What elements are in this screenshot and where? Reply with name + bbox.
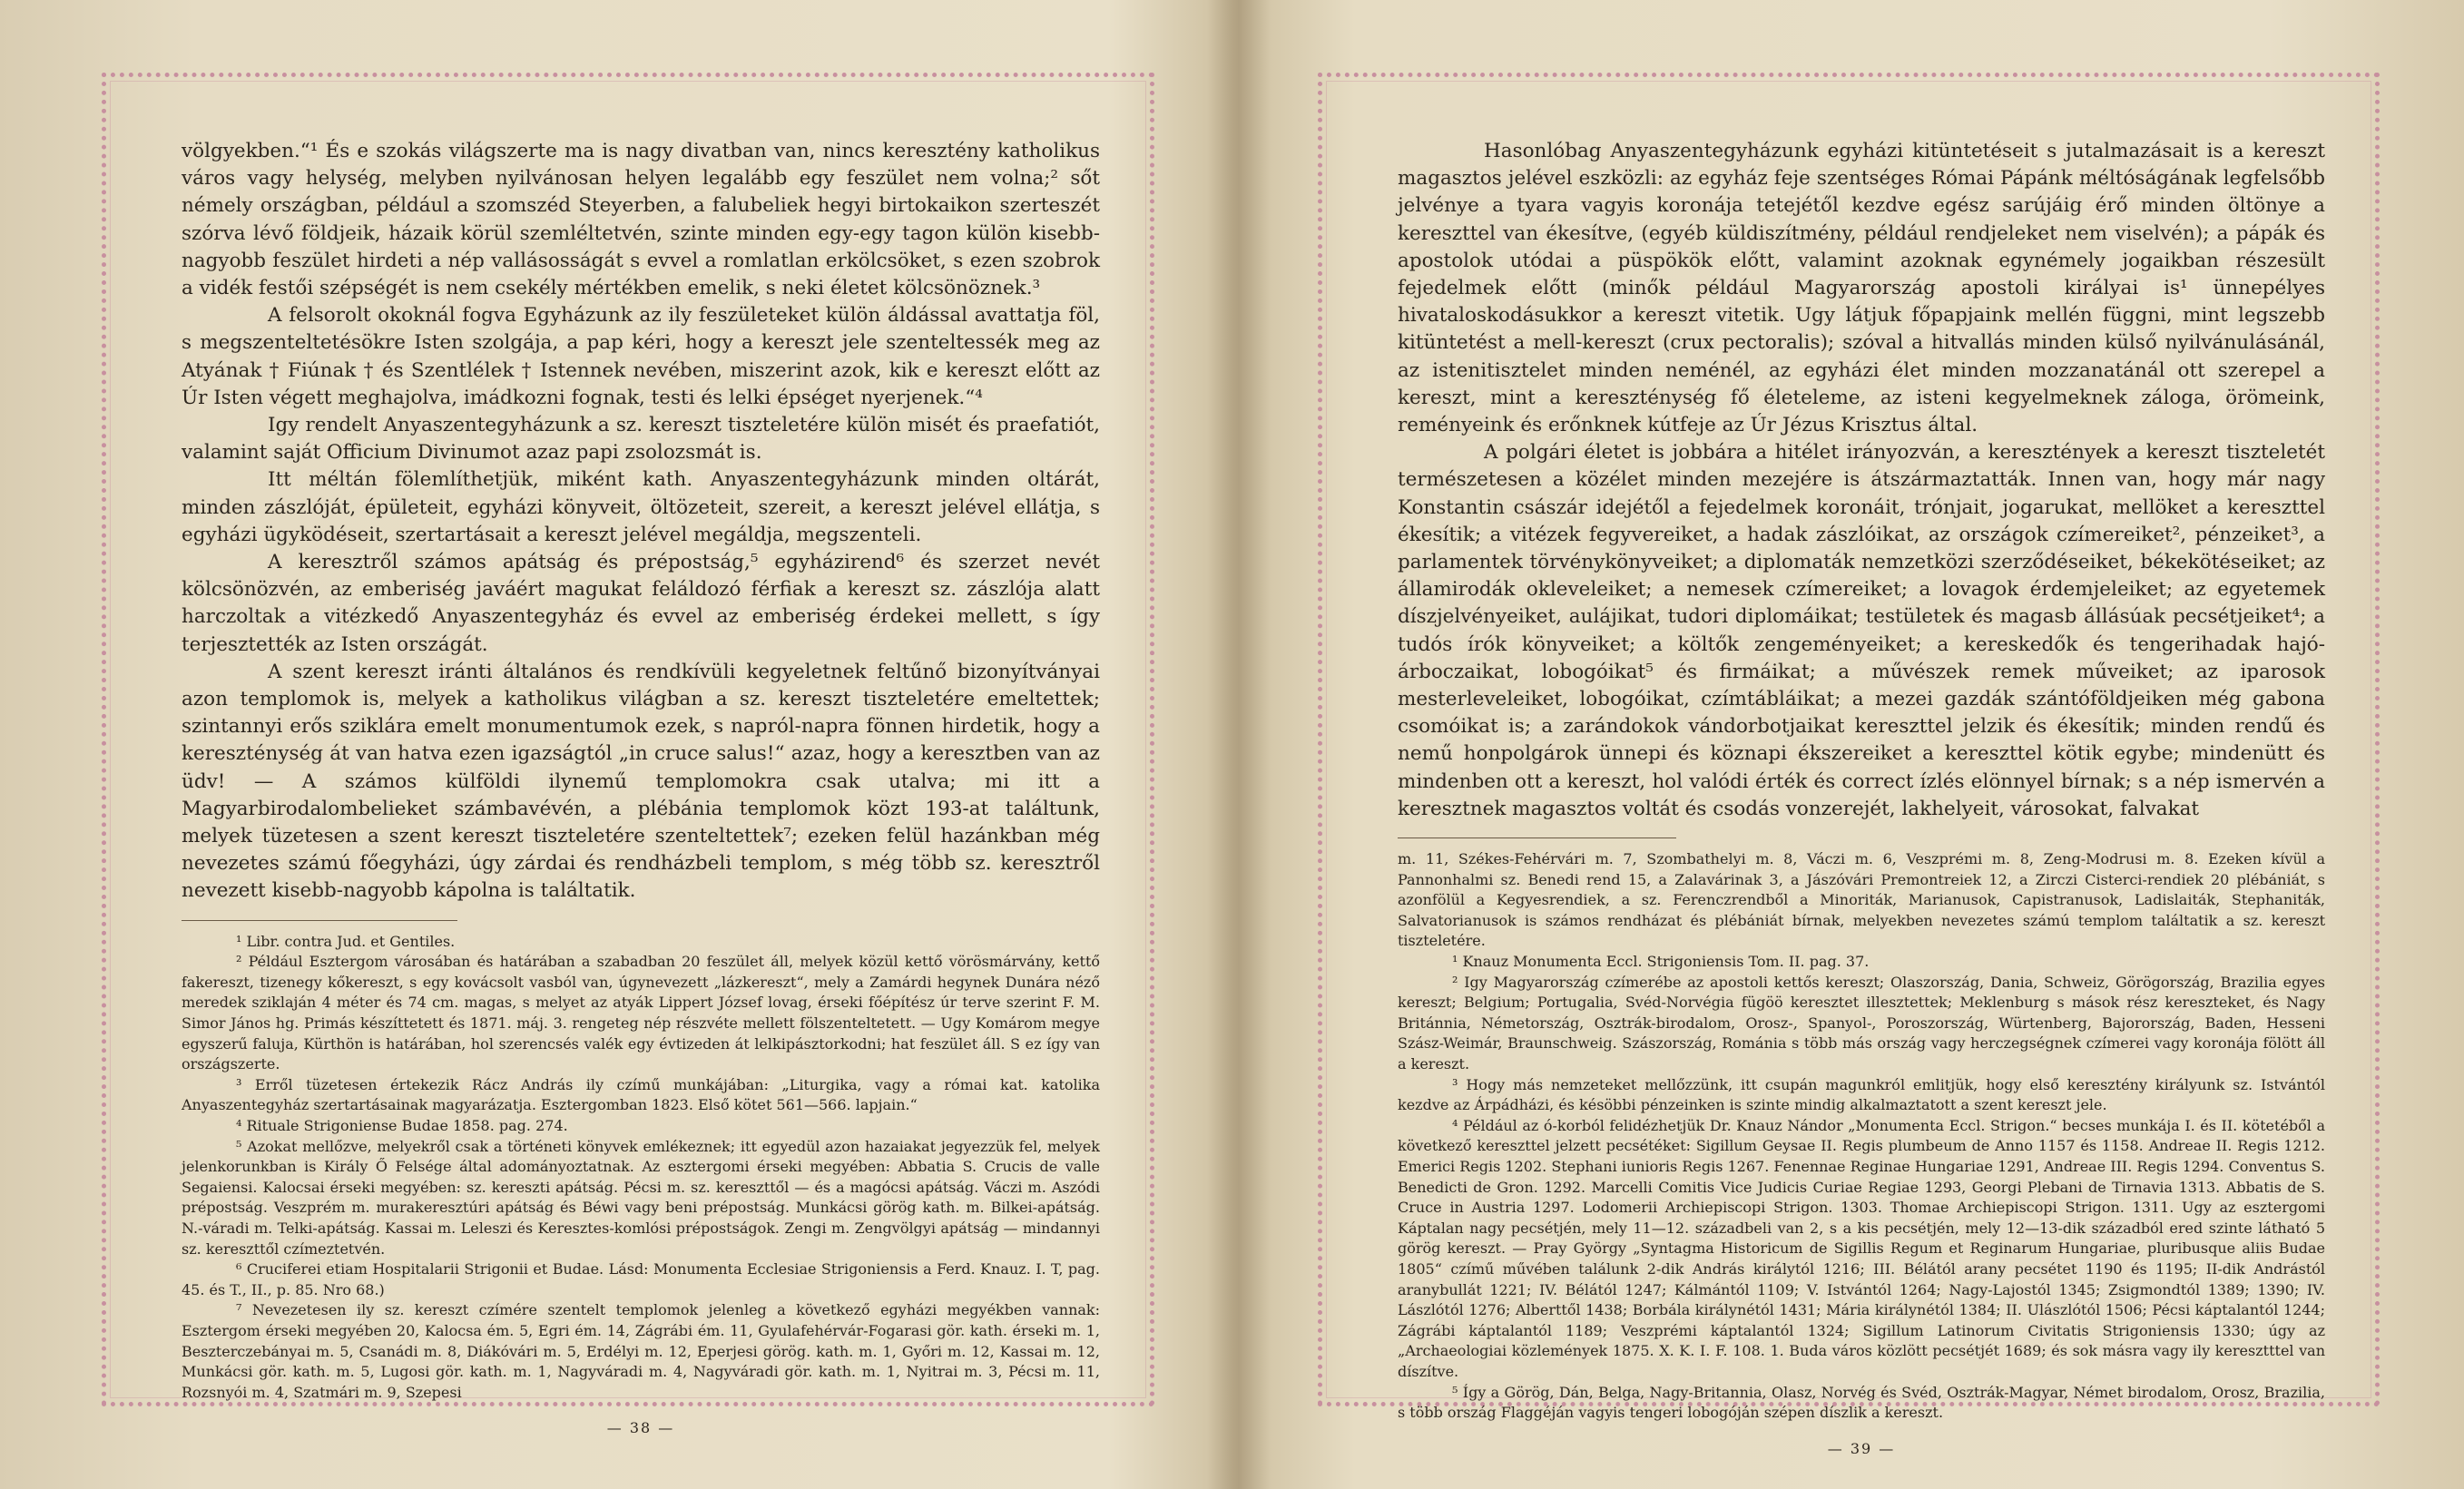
paragraph: A felsorolt okoknál fogva Egyházunk az ily feszületeket külön áldással avattatja föl, s megszenteltetésökre Isten szolgája, a pap kéri, hogy a kereszt jele szenteltessék meg az Atyának † Fiúnak † és Szentlélek † Istennek nevében, miszerint azok, kik e kereszt előtt az Úr Isten végett meghajolva, imádkozni fognak, testi és lelki épséget nyerjenek.“⁴ (182, 304, 1100, 409)
right-page (1318, 73, 2380, 1457)
footnote: m. 11, Székes-Fehérvári m. 7, Szombathelyi m. 8, Váczi m. 6, Veszprémi m. 8, Zeng-Modrusi m. 8. Ezeken kívül a Pannonhalmi sz. Benedi rend 15, a Zalavárinak 3, a Jászóvári Premontreiek 12, a Zirczi Cisterci-rendiek 20 plébániát, s azonfölül a Kegyesrendiek, a sz. Ferenczrendből a Minoriták, Marianusok, Capistranusok, Ladislaiták, Stephaniták, Salvatorianusok is számos rendházat és plébániát bírnak, melyekben nevezetes számú templom találtatik a sz. kereszt tiszteletére. (1398, 850, 2325, 950)
right-page-content (1398, 138, 2325, 1457)
footnote: ² Például Esztergom városában és határában a szabadban 20 feszület áll, melyek közül kettő vörösmárvány, kettő fakereszt, tizenegy kőkereszt, s egy kovácsolt vasból van, úgynevezett „lázkereszt“, mely a Zamárdi hegynek Dunára néző meredek sziklaján 4 méter és 74 cm. magas, s melyet az atyák Lippert József lovag, érseki főépítész úr terve szerint F. M. Simor János hg. Primás készíttetett és 1871. máj. 3. rengeteg nép részvéte mellett fölszenteltetett. — Ugy Komárom megye egyszerű faluja, Kürthön is határában, hol szerencsés valék egy évtizeden át lelkipásztorkodni; hat feszület áll. S ez így van országszerte. (182, 953, 1100, 1073)
right-body-text (1398, 138, 2325, 823)
left-footnotes (182, 932, 1100, 1404)
paragraph: Itt méltán fölemlíthetjük, miként kath. Anyaszentegyházunk minden oltárát, minden zászlóját, épületeit, egyházi könyveit, öltözeteit, szereit, a kereszt jelével ellátja, s egyházi ügyködéseit, szertartásait a kereszt jelével megáldja, megszenteli. (182, 468, 1100, 546)
paragraph: A szent kereszt iránti általános és rendkívüli kegyeletnek feltűnő bizonyítványai azon templomok is, melyek a katholikus világban a sz. kereszt tiszteletére emeltettek; szintannyi erős sziklára emelt monumentumok ezek, s napról-napra fönnen hirdetik, hogy a kereszténység át van hatva ezen igazságtól „in cruce salus!“ azaz, hogy a keresztben van az üdv! — A számos külföldi ilynemű templomokra csak utalva; mi itt a Magyarbirodalombelieket számbavévén, a plébánia templomok közt 193-at találtunk, melyek tüzetesen a szent kereszt tiszteletére szenteltettek⁷; ezeken felül hazánkban még nevezetes számú főegyházi, úgy zárdai és rendházbeli templom, s még több sz. keresztről nevezett kisebb-nagyobb kápolna is találtatik. (182, 660, 1100, 903)
paragraph: A polgári életet is jobbára a hitélet irányozván, a keresztények a kereszt tiszteletét természetesen a közélet minden mezejére is átszármaztatták. Innen van, hogy már nagy Konstantin császár idejétől a fejedelmek koronáit, trónjait, jogarukat, mellöket a kereszttel ékesítik; a vitézek fegyvereiket, a hadak zászlóikat, az országok czímereiket², pénzeiket³, a parlamentek törvénykönyveiket; a diplomaták nemzetközi szerződéseiket, békekötéseiket; az államirodák okleveleiket; a nemesek czímereiket; a lovagok érdemjeleiket; az egyetemek díszjelvényeiket, aulájikat, tudori diplomáikat; testületek és magasb állásúak pecsétjeiket⁴; a tudós írók könyveiket; a költők zengeményeiket; a kereskedők és tengerihadak hajó-árboczaikat, lobogóikat⁵ és firmáikat; a művészek remek műveiket; az iparosok mesterleveleiket, lobogóikat, czímtábláikat; a mezei gazdák szántóföldjeiken még gabona csomóikat is; a zarándokok vándorbotjaikat kereszttel jelzik és ékesítik; minden rendű és nemű honpolgárok ünnepi és köznapi ékszereiket a kereszttel kötik egybe; mindenütt és mindenben ott a kereszt, hol valódi érték és correct ízlés elönnyel bírnak; s a nép ismervén a keresztnek magasztos voltát és csodás vonzerejét, lakhelyeit, városokat, falvakat (1398, 441, 2325, 820)
right-footnotes (1398, 849, 2325, 1424)
footnote: ⁵ Azokat mellőzve, melyekről csak a történeti könyvek emlékeznek; itt egyedül azon hazaiakat jegyezzük fel, melyek jelenkorunkban is Király Ő Felsége által adományoztatnak. Az esztergomi érseki megyében: Abbatia S. Crucis de valle Segaiensi. Kalocsai érseki megyében: sz. kereszti apátság. Pécsi m. sz. kereszttől — és a magócsi apátság. Váczi m. Aszódi prépostság. Veszprém m. murakeresztúri apátság és Béwi vagy beni prépostság. Munkácsi görög kath. m. Bilkei-apátság. N.-váradi m. Telki-apátság. Kassai m. Leleszi és Keresztes-komlósi prépostságok. Zengi m. Zengvölgyi apátság — mindannyi sz. kereszttől czímeztetvén. (182, 1137, 1100, 1258)
footnote: ⁴ Rituale Strigoniense Budae 1858. pag. 274. (236, 1117, 568, 1135)
left-page (102, 73, 1154, 1437)
page-number: — 38 — (606, 1419, 675, 1437)
paragraph: völgyekben.“¹ És e szokás világszerte ma is nagy divatban van, nincs keresztény katholikus város vagy helység, melyben nyilvánosan helyen legalább egy feszület nem volna;² sőt némely országban, például a szomszéd Steyerben, a falubeliek hegyi birtokaikon szerteszét szórva lévő földjeik, házaik körül szemléltetvén, szinte minden egy-egy tagon külön kisebb-nagyobb feszület hirdeti a nép vallásosságát s evvel a romlatlan erkölcsöket, s ezen szobrok a vidék festői szépségét is nem csekély mértékben emelik, s neki életet kölcsönöznek.³ (182, 140, 1100, 300)
paragraph: A keresztről számos apátság és prépostság,⁵ egyházirend⁶ és szerzet nevét kölcsönözvén, az emberiség javáért magukat feláldozó férfiak a kereszt sz. zászlója alatt harczoltak a vitézkedő Anyaszentegyház és evvel az emberiség érdekei mellett, s így terjesztették az Isten országát. (182, 551, 1100, 656)
footnote: ⁶ Cruciferei etiam Hospitalarii Strigonii et Budae. Lásd: Monumenta Ecclesiae Strigoniensis a Ferd. Knauz. I. T, pag. 45. és T., II., p. 85. Nro 68.) (182, 1260, 1100, 1298)
footnote: ² Igy Magyarország czímerébe az apostoli kettős kereszt; Olaszország, Dania, Schweiz, Görögország, Brazilia egyes kereszt; Belgium; Portugalia, Svéd-Norvégia fügöö keresztet illesztettek; Meklenburg s mások rész kereszteket, és Nagy Británnia, Németország, Osztrák-birodalom, Orosz-, Spanyol-, Poroszország, Würtenberg, Bajorország, Baden, Hesseni Szász-Weimár, Braunschweig. Szászország, Románia s több más ország vagy herczegségnek czímerei vagy koronája fölött áll a kereszt. (1398, 973, 2325, 1073)
footnote: ¹ Libr. contra Jud. et Gentiles. (236, 932, 456, 950)
left-page-content (182, 138, 1100, 1436)
footnote: ³ Hogy más nemzeteket mellőzzünk, itt csupán magunkról emlitjük, hogy első keresztény királyunk sz. Istvántól kezdve az Árpádházi, és késöbbi pénzeinken is szinte mindig alkalmaztatott a szent kereszt jele. (1398, 1075, 2325, 1114)
paragraph: Igy rendelt Anyaszentegyházunk a sz. kereszt tiszteletére külön misét és praefatiót, valamint saját Officium Divinumot azaz papi zsolozsmát is. (182, 414, 1100, 465)
page-number: — 39 — (1827, 1439, 1896, 1457)
footnote: ³ Erről tüzetesen értekezik Rácz András ily czímű munkájában: „Liturgika, vagy a római kat. katolika Anyaszentegyház szertartásainak magyarázatja. Esztergomban 1823. Első kötet 561—566. lapjain.“ (182, 1075, 1100, 1114)
left-body-text (182, 138, 1100, 906)
paragraph: Hasonlóbag Anyaszentegyházunk egyházi kitüntetéseit s jutalmazásait is a kereszt magasztos jelével eszközli: az egyház feje szentséges Római Pápánk méltóságának legfelsőbb jelvénye a tyara vagyis koronája tetejétől kezdve egész sarújáig érő minden öltönye a kereszttel van ékesítve, (egyéb küldiszítmény, például rendjeleket nem viselvén); a pápák és apostolok utódai a püspökök előtt, valamint azoknak egynémely jogaikban részesült fejedelmek előtt (minők például Magyarország apostoli királyai is¹ ünnepélyes hivataloskodásukkor a kereszt vitetik. Ugy látjuk főpapjaink mellén függni, mint legszebb kitüntetést a mell-kereszt (crux pectoralis); szóval a hitvallás minden külső nyilvánulásánál, az istenitisztelet minden neménél, az egyházi élet minden mozzanatánál ott szerepel a kereszt, mint a kereszténység fő életeleme, az isteni kegyelmeknek záloga, örömeink, reményeink és erőnknek kútfeje az Úr Jézus Krisztus által. (1398, 140, 2325, 437)
footnote: ¹ Knauz Monumenta Eccl. Strigoniensis Tom. II. pag. 37. (1452, 953, 1870, 971)
footnote: ⁷ Nevezetesen ily sz. kereszt czímére szentelt templomok jelenleg a következő egyházi megyékben vannak: Esztergom érseki megyében 20, Kalocsa ém. 5, Egri ém. 14, Zágrábi ém. 11, Gyulafehérvár-Fogarasi gör. kath. érseki m. 1, Beszterczebányai m. 5, Csanádi m. 8, Diákóvári m. 5, Erdélyi m. 12, Eperjesi görög. kath. m. 1, Győri m. 12, Kassai m. 12, Munkácsi gör. kath. m. 5, Lugosi gör. kath. m. 1, Nagyváradi m. 4, Nagyváradi gör. kath. m. 1, Nyitrai m. 3, Pécsi m. 11, Rozsnyói m. 4, Szatmári m. 9, Szepesi (182, 1301, 1100, 1401)
footnote: ⁵ Így a Görög, Dán, Belga, Nagy-Britannia, Olasz, Norvég és Svéd, Osztrák-Magyar, Német birodalom, Orosz, Brazilia, s több ország Flaggéján vagyis tengeri lobogóján szépen díszlik a kereszt. (1398, 1383, 2325, 1422)
footnote-rule (182, 920, 457, 921)
footnote: ⁴ Például az ó-korból felidézhetjük Dr. Knauz Nándor „Monumenta Eccl. Strigon.“ becses munkája I. és II. kötetéből a következő kereszttel jelzett pecsétéket: Sigillum Geysae II. Regis plumbeum de Anno 1157 és 1158. Andreae II. Regis 1212. Emerici Regis 1202. Stephani iunioris Regis 1267. Fenennae Reginae Hungariae 1291, Andreae III. Regis 1294. Conventus S. Benedicti de Gron. 1292. Marcelli Comitis Vice Judicis Curiae Regiae 1293, Georgi Plebani de Tirnavia 1313. Abbatis de S. Cruce in Austria 1297. Lodomerii Archiepiscopi Strigon. 1303. Thomae Archiepiscopi Strigon. 1311. Ugy az esztergomi Káptalan nagy pecsétjén, mely 11—12. századbeli van 2, s a kis pecsétjén, mely 12—13-dik századból ered szinte látható 5 görög kereszt. — Pray György „Syntagma Historicum de Sigillis Regum et Reginarum Hungariae, pluribusque aliis Budae 1805“ czímű művében találunk 2-dik András királytól 1216; III. Bélától arany pecsétet 1190 és 1195; II-dik Andrástól aranybullát 1221; IV. Bélától 1247; Kálmántól 1109; V. Istvántól 1264; Nagy-Lajostól 1345; Zsigmondtól 1389; 1390; IV. Lászlótól 1276; Alberttől 1438; Borbála királynétól 1431; Mária királynétól 1384; II. Ulászlótól 1506; Pécsi káptalantól 1244; Zágrábi káptalantól 1189; Veszprémi káptalantól 1324; Sigillum Latinorum Civitatis Strigoniensis 1330; úgy az „Archaeologiai közlemények 1875. X. K. I. F. 108. 1. Buda város közlött pecsétjét 1689; és sok másra vagy ily keresztttel van díszítve. (1398, 1116, 2325, 1380)
book-gutter (1207, 0, 1271, 1489)
